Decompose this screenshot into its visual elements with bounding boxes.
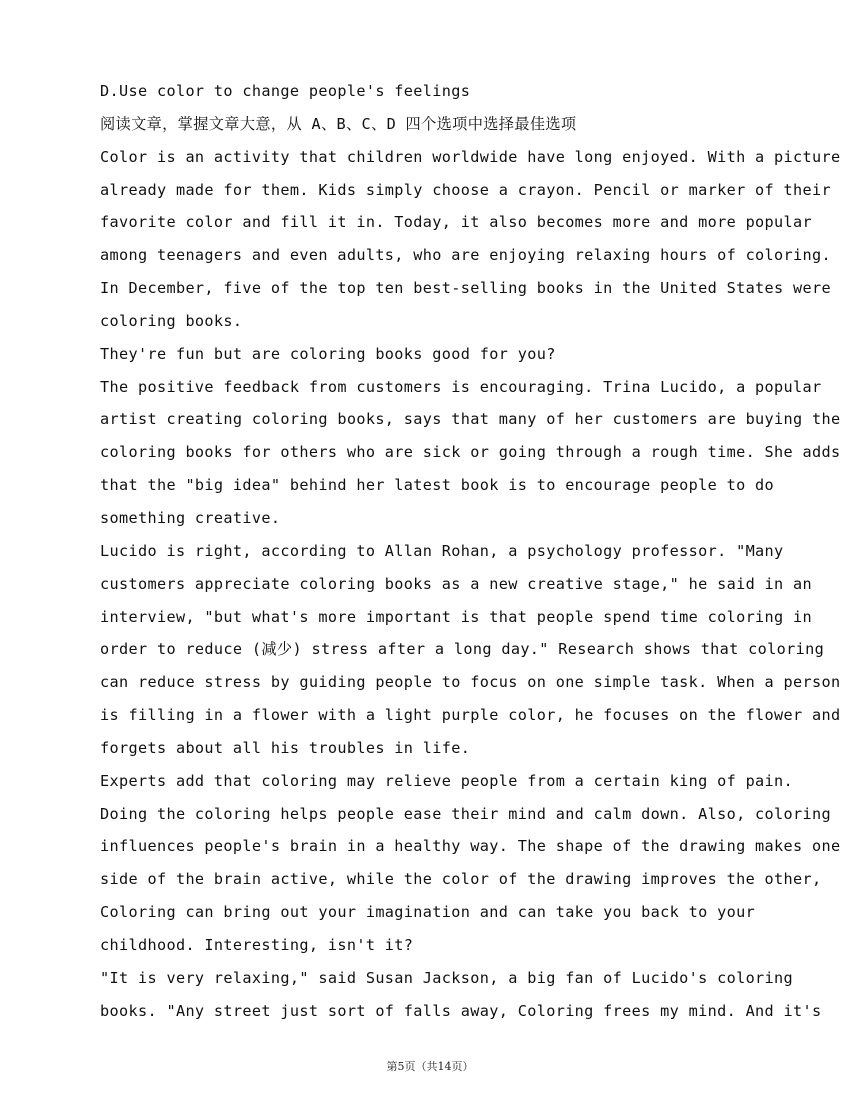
text-line: coloring books. — [100, 311, 243, 330]
text-line: Experts add that coloring may relieve people from a certain king of pain. — [100, 771, 794, 790]
text-line: In December, five of the top ten best-selling books in the United States were — [100, 279, 832, 298]
text-line: is filling in a flower with a light purple color, he focuses on the flower and — [100, 706, 841, 725]
document-body — [100, 75, 841, 1027]
reading-instruction: 阅读文章，掌握文章大意，从 A、B、C、D 四个选项中选择最佳选项 — [100, 114, 577, 133]
text-line: side of the brain active, while the color of the drawing improves the other, — [100, 870, 822, 889]
text-line: that the "big idea" behind her latest book is to encourage people to do — [100, 476, 775, 495]
text-line: books. "Any street just sort of falls away, Coloring frees my mind. And it's — [100, 1001, 822, 1020]
text-line: can reduce stress by guiding people to focus on one simple task. When a person — [100, 673, 841, 692]
text-line: already made for them. Kids simply choose a crayon. Pencil or marker of their — [100, 180, 832, 199]
text-line: order to reduce (减少) stress after a long day." Research shows that coloring — [100, 640, 825, 659]
text-line: Coloring can bring out your imagination and can take you back to your — [100, 903, 756, 922]
text-line: among teenagers and even adults, who are enjoying relaxing hours of coloring. — [100, 246, 832, 265]
text-line: interview, "but what's more important is that people spend time coloring in — [100, 607, 813, 626]
text-line: artist creating coloring books, says that many of her customers are buying the — [100, 410, 841, 429]
text-line: coloring books for others who are sick or going through a rough time. She adds — [100, 443, 841, 462]
text-line: Lucido is right, according to Allan Rohan, a psychology professor. "Many — [100, 541, 784, 560]
text-line: forgets about all his troubles in life. — [100, 738, 471, 757]
text-line: childhood. Interesting, isn't it? — [100, 935, 414, 954]
text-line: Doing the coloring helps people ease their mind and calm down. Also, coloring — [100, 804, 832, 823]
text-line: something creative. — [100, 508, 281, 527]
text-line: favorite color and fill it in. Today, it also becomes more and more popular — [100, 213, 813, 232]
text-line: customers appreciate coloring books as a new creative stage," he said in an — [100, 574, 813, 593]
page-number-footer: 第5页（共14页） — [386, 1060, 474, 1073]
text-line: Color is an activity that children worldwide have long enjoyed. With a picture — [100, 147, 841, 166]
option-d-line: D.Use color to change people's feelings — [100, 82, 471, 100]
text-line: influences people's brain in a healthy way. The shape of the drawing makes one — [100, 837, 841, 856]
text-line: The positive feedback from customers is encouraging. Trina Lucido, a popular — [100, 377, 822, 396]
text-line: They're fun but are coloring books good for you? — [100, 344, 556, 363]
text-line: "It is very relaxing," said Susan Jackson, a big fan of Lucido's coloring — [100, 968, 794, 987]
